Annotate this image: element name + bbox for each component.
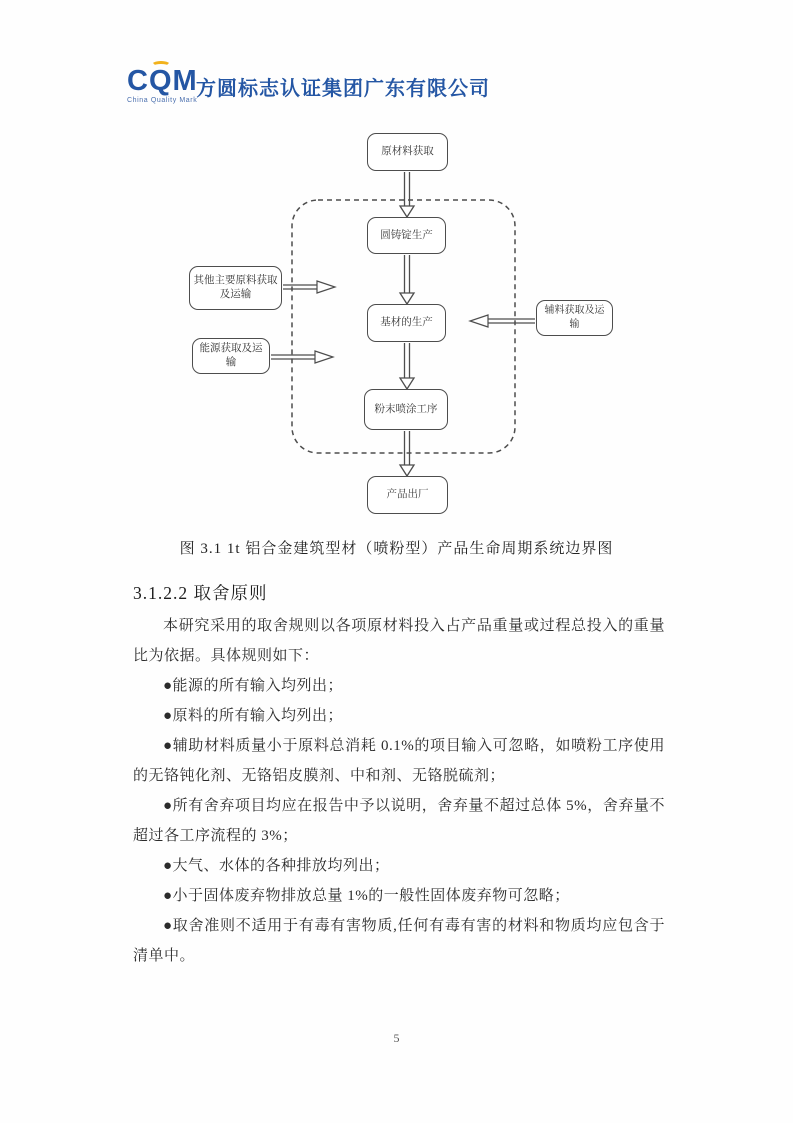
- cqm-acronym: CQM: [127, 65, 198, 97]
- node-auxiliary-materials: 辅料获取及运输: [536, 300, 613, 336]
- section-heading: 3.1.2.2 取舍原则: [133, 583, 268, 603]
- page-number: 5: [393, 1031, 400, 1045]
- bullet-item: ●取舍准则不适用于有毒有害物质,任何有毒有害的材料和物质均应包含于清单中。: [133, 918, 665, 964]
- arrow-auxiliary-in: [470, 315, 535, 327]
- node-energy-supply: 能源获取及运输: [192, 338, 270, 374]
- bullet-item: ●小于固体废弃物排放总量 1%的一般性固体废弃物可忽略；: [163, 888, 570, 904]
- node-powder-coating-process: 粉末喷涂工序: [364, 389, 448, 430]
- intro-paragraph: 本研究采用的取舍规则以各项原材料投入占产品重量或过程总投入的重量比为依据。具体规则如下：: [133, 618, 665, 664]
- bullet-item: ●所有舍弃项目均应在报告中予以说明，舍弃量不超过总体 5%，舍弃量不超过各工序流程的 3%；: [133, 798, 665, 844]
- node-base-material-production: 基材的生产: [367, 304, 446, 342]
- section-body: [133, 611, 665, 971]
- company-name: 方圆标志认证集团广东有限公司: [196, 78, 490, 100]
- lifecycle-boundary-diagram: [0, 0, 793, 530]
- arrow-other-materials-in: [283, 281, 335, 293]
- arrow-base-to-powder: [400, 343, 414, 389]
- diagram-connectors: [0, 0, 793, 530]
- node-raw-material-acquisition: 原材料获取: [367, 133, 448, 171]
- arrow-raw-to-ingot: [400, 172, 414, 217]
- node-product-shipment: 产品出厂: [367, 476, 448, 514]
- figure-caption: 图 3.1 1t 铝合金建筑型材（喷粉型）产品生命周期系统边界图: [179, 541, 614, 557]
- node-ingot-production: 圆铸锭生产: [367, 217, 446, 254]
- arrow-energy-in: [271, 351, 333, 363]
- bullet-item: ●辅助材料质量小于原料总消耗 0.1%的项目输入可忽略，如喷粉工序使用的无铬钝化剂、无铬铝皮膜剂、中和剂、无铬脱硫剂；: [133, 738, 665, 784]
- arrow-ingot-to-base: [400, 255, 414, 304]
- bullet-item: ●能源的所有输入均列出；: [163, 678, 344, 694]
- bullet-item: ●大气、水体的各种排放均列出；: [163, 858, 390, 874]
- bullet-item: ●原料的所有输入均列出；: [163, 708, 344, 724]
- logo-subtitle: China Quality Mark: [127, 97, 198, 104]
- node-other-main-materials: 其他主要原料获取及运输: [189, 266, 282, 310]
